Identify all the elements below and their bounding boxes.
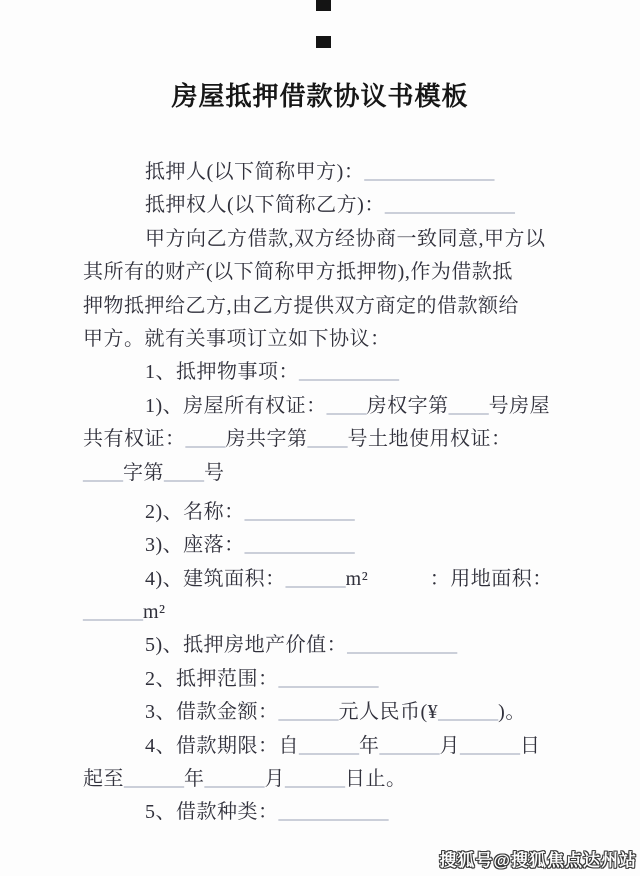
document-line: 3)、座落：___________ [145, 534, 355, 557]
blank-field: ______ [438, 701, 499, 724]
blank-field: ____ [83, 461, 123, 484]
document-body [83, 156, 603, 830]
document-line: 共有权证：____房共字第____号土地使用权证： [83, 428, 512, 451]
blank-field: ___________ [278, 801, 389, 824]
blank-field: ______ [204, 768, 265, 791]
blank-field: ___________ [347, 634, 458, 657]
blank-field: ______ [460, 734, 520, 757]
document-line: ______m² [83, 601, 166, 624]
blank-field: ____ [307, 428, 348, 451]
top-marker-bar-2 [316, 36, 331, 48]
document-title: 房屋抵押借款协议书模板 [171, 81, 469, 111]
blank-field: ______ [299, 734, 359, 757]
document-line: 抵押人(以下简称甲方)：_____________ [145, 161, 495, 183]
document-line: 1、抵押物事项：__________ [145, 361, 399, 384]
top-marker-bar-1 [316, 0, 331, 11]
document-line: 3、借款金额：______元人民币(¥______)。 [145, 701, 526, 724]
blank-field: _____________ [364, 161, 495, 183]
blank-field: _____________ [384, 194, 515, 217]
blank-field: ____ [164, 461, 204, 484]
document-line: 4、借款期限：自______年______月______日 [145, 734, 541, 757]
blank-field: ______ [278, 701, 339, 724]
document-line: 抵押权人(以下简称乙方)：_____________ [145, 194, 515, 217]
blank-field: ______ [285, 768, 345, 791]
blank-field: ____ [185, 428, 226, 451]
document-line: 2、抵押范围：__________ [145, 667, 379, 690]
document-line: 5、借款种类：___________ [145, 801, 389, 824]
watermark-text: 搜狐号@搜狐焦点达州站 [439, 851, 637, 870]
document-line: 起至______年______月______日止。 [83, 768, 407, 791]
document-line: 甲方。就有关事项订立如下协议： [83, 327, 391, 350]
blank-field: ______ [83, 601, 143, 624]
document-line: 1)、房屋所有权证：____房权字第____号房屋 [145, 394, 551, 417]
document-line: 押物抵押给乙方,由乙方提供双方商定的借款额给 [83, 294, 519, 317]
blank-field: __________ [278, 667, 379, 690]
blank-field: ______ [379, 734, 440, 757]
blank-field: __________ [299, 361, 399, 384]
blank-field: ______ [124, 768, 184, 791]
document-line: 甲方向乙方借款,双方经协商一致同意,甲方以 [145, 227, 546, 250]
blank-field: ______ [285, 567, 346, 590]
document-line: 4)、建筑面积：______m² ：用地面积： [145, 567, 553, 590]
blank-field: ____ [326, 394, 367, 417]
blank-field: ___________ [244, 500, 355, 523]
document-line: ____字第____号 [83, 461, 225, 484]
document-line: 5)、抵押房地产价值：___________ [145, 634, 458, 657]
document-line: 其所有的财产(以下简称甲方抵押物),作为借款抵 [83, 261, 513, 284]
document-line: 2)、名称：___________ [145, 500, 355, 523]
blank-field: ____ [448, 394, 489, 417]
blank-field: ___________ [244, 534, 355, 557]
